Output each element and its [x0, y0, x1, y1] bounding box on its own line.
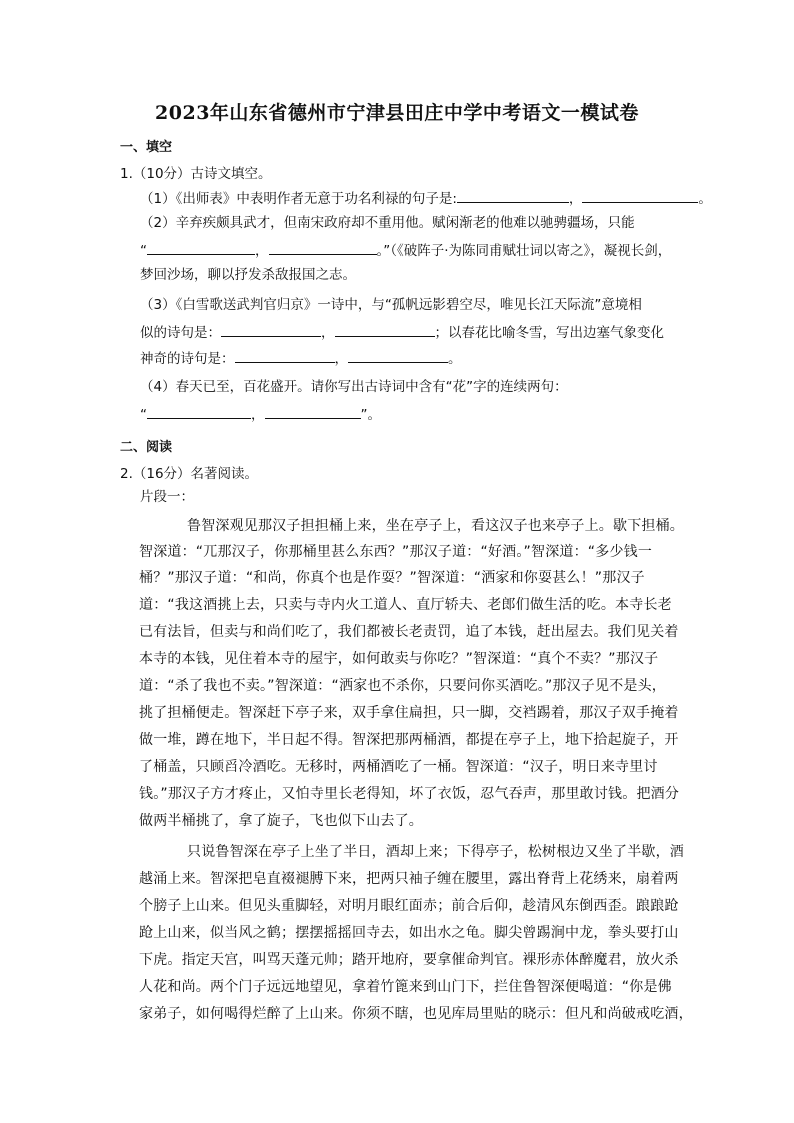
passage-line: 挑了担桶便走。智深赶下亭子来，双手拿住扁担，只一脚，交裆踢着，那汉子双手掩着: [139, 705, 679, 721]
passage-line: 做两半桶挑了，拿了旋子，飞也似下山去了。: [139, 813, 423, 829]
answer-blank[interactable]: [147, 404, 251, 419]
answer-blank[interactable]: [582, 188, 698, 203]
answer-blank[interactable]: [147, 240, 255, 255]
passage-line: 智深道：“兀那汉子，你那桶里甚么东西？”那汉子道：“好酒。”智深道：“多少钱一: [139, 544, 653, 560]
question-1-part-2-line-2: “ ， 。”（《破阵子·为陈同甫赋壮词以寄之》，凝视长剑，: [140, 240, 680, 260]
question-1-part-2-line-3: 梦回沙场，聊以抒发杀敌报国之志。: [140, 267, 356, 283]
passage-line: 越涌上来。智深把皂直裰褪膊下来，把两只袖子缠在腰里，露出脊背上花绣来，扇着两: [139, 871, 679, 887]
question-1-part-4-line-1: （4）春天已至，百花盛开。请你写出古诗词中含有“花”字的连续两句：: [140, 379, 568, 395]
question-1-header: 1.（10分）古诗文填空。: [120, 166, 272, 182]
question-1-part-4-line-2: “ ， ”。: [140, 404, 680, 424]
passage-line: 钱。”那汉子方才疼止，又怕寺里长老得知，坏了衣饭，忍气吞声，那里敢讨钱。把酒分: [139, 786, 680, 802]
passage-line: 道：“杀了我也不卖。”智深道：“洒家也不杀你，只要问你买酒吃。”那汉子见不是头，: [139, 678, 667, 694]
section-heading-reading: 二、阅读: [120, 440, 173, 455]
answer-blank[interactable]: [348, 348, 448, 363]
answer-blank[interactable]: [265, 404, 361, 419]
passage-line: 道：“我这酒挑上去，只卖与寺内火工道人、直厅轿夫、老郎们做生活的吃。本寺长老: [139, 597, 672, 613]
answer-blank[interactable]: [269, 240, 377, 255]
section-heading-fill-in: 一、填空: [120, 140, 173, 155]
question-1-part-1: （1）《出师表》中表明作者无意于功名利禄的句子是: ， 。: [140, 188, 680, 208]
question-2-header: 2.（16分）名著阅读。: [120, 466, 259, 482]
passage-line: 已有法旨，但卖与和尚们吃了，我们都被长老责罚，追了本钱，赶出屋去。我们见关着: [139, 624, 679, 640]
question-1-part-2-line-1: （2）辛弃疾颇具武才，但南宋政府却不重用他。赋闲渐老的他难以驰骋疆场，只能: [140, 215, 635, 231]
question-1-part-3-line-3: 神奇的诗句是： ， 。: [140, 348, 680, 368]
passage-line: 本寺的本钱，见住着本寺的屋宇，如何敢卖与你吃？”智深道：“真个不卖？”那汉子: [139, 651, 659, 667]
answer-blank[interactable]: [235, 348, 335, 363]
question-1-part-3-line-1: （3）《白雪歌送武判官归京》一诗中，与“孤帆远影碧空尽，唯见长江天际流”意境相: [140, 297, 642, 313]
passage-line: 个膀子上山来。但见头重脚轻，对明月眼红面赤；前合后仰，趁清风东倒西歪。踉踉跄: [139, 898, 679, 914]
passage-line: 桶？”那汉子道：“和尚，你真个也是作耍？”智深道：“洒家和你耍甚么！”那汉子: [139, 570, 645, 586]
question-1-part-3-line-2: 似的诗句是： ， ；以春花比喻冬雪，写出边塞气象变化: [140, 322, 680, 342]
passage-line: 下虎。指定天宫，叫骂天蓬元帅；踏开地府，要拿催命判官。裸形赤体醉魔君，放火杀: [139, 952, 679, 968]
answer-blank[interactable]: [457, 188, 569, 203]
passage-line: 了桶盖，只顾舀冷酒吃。无移时，两桶酒吃了一桶。智深道：“汉子，明日来寺里讨: [139, 759, 658, 775]
passage-line: 人花和尚。两个门子远远地望见，拿着竹篦来到山门下，拦住鲁智深便喝道：“你是佛: [139, 979, 672, 995]
passage-line: 做一堆，蹲在地下，半日起不得。智深把那两桶酒，都提在亭子上，地下拾起旋子，开: [139, 732, 679, 748]
passage-line: 家弟子，如何喝得烂醉了上山来。你须不瞎，也见库局里贴的晓示：但凡和尚破戒吃酒，: [139, 1006, 693, 1022]
passage-line: 鲁智深观见那汉子担担桶上来，坐在亭子上，看这汉子也来亭子上。歇下担桶。: [187, 518, 684, 534]
answer-blank[interactable]: [335, 322, 435, 337]
passage-line: 跄上山来，似当风之鹤；摆摆摇摇回寺去，如出水之龟。脚尖曾踢涧中龙，拳头要打山: [139, 925, 679, 941]
exam-title: 2023年山东省德州市宁津县田庄中学中考语文一模试卷: [155, 102, 639, 124]
answer-blank[interactable]: [221, 322, 321, 337]
passage-line: 只说鲁智深在亭子上坐了半日，酒却上来；下得亭子，松树根边又坐了半歇，酒: [187, 844, 684, 860]
fragment-label: 片段一：: [140, 489, 194, 505]
